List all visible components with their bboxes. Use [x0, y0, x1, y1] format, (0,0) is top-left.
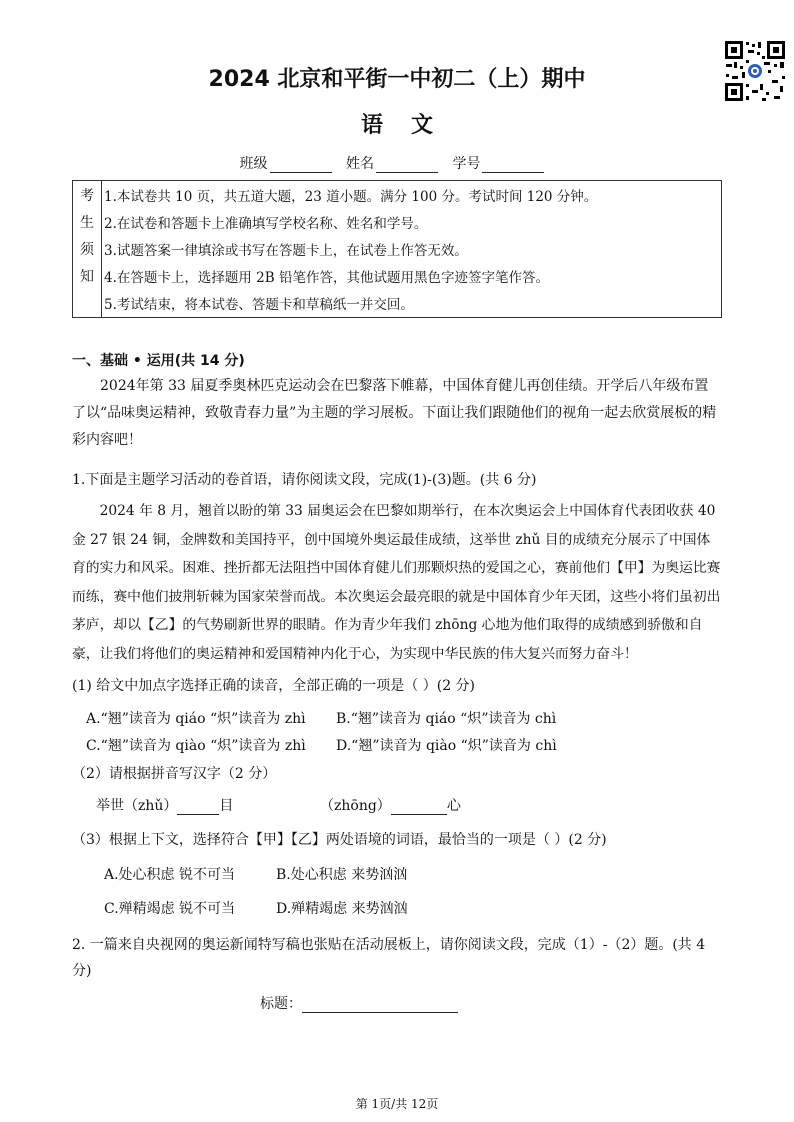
name-field[interactable]: [376, 158, 438, 173]
exam-title: 2024 北京和平街一中初二（上）期中: [208, 67, 586, 92]
option-c[interactable]: C.“翘”读音为 qiào “炽”读音为 zhì: [86, 738, 306, 754]
option-d[interactable]: D.殚精竭虑 来势汹汹: [276, 901, 408, 917]
option-a[interactable]: A.处心积虑 锐不可当: [104, 867, 236, 883]
question-1-3: （3）根据上下文，选择符合【甲】【乙】两处语境的词语，最恰当的一项是（ ）(2 分): [72, 832, 607, 848]
exam-notice-box: [72, 180, 722, 318]
pinyin-b-answer[interactable]: [391, 800, 447, 815]
notice-item: 4.在答题卡上，选择题用 2B 铅笔作答，其他试题用黑色字迹签字笔作答。: [104, 270, 549, 286]
class-field[interactable]: [270, 158, 332, 173]
pinyin-item-b: [320, 795, 461, 815]
option-d[interactable]: D.“翘”读音为 qiào “炽”读音为 chì: [336, 738, 557, 754]
notice-side-label: [73, 181, 102, 317]
option-b[interactable]: B.处心积虑 来势汹汹: [276, 867, 408, 883]
class-label: 班级: [239, 156, 268, 172]
id-field[interactable]: [482, 158, 544, 173]
id-label: 学号: [452, 156, 481, 172]
title-label: 标题：: [260, 996, 302, 1012]
page-footer: 第 1页/共 12页: [355, 1097, 439, 1111]
subject-title: 语文: [360, 113, 461, 138]
question-2: 2. 一篇来自央视网的奥运新闻特写稿也张贴在活动展板上，请你阅读文段，完成（1）-（2）题。(共 4 分): [72, 937, 706, 979]
notice-item: 2.在试卷和答题卡上准确填写学校名称、姓名和学号。: [104, 216, 428, 232]
question-1: 1.下面是主题学习活动的卷首语，请你阅读文段，完成(1)-(3)题。(共 6 分): [72, 472, 537, 488]
passage-text: 2024 年 8 月，翘首以盼的第 33 届奥运会在巴黎如期举行，在本次奥运会上中国体育代表团收获 40 金 27 银 24 铜，金牌数和美国持平，创中国境外奥运最佳成绩，这举世 zhǔ 目的成绩充分展示了中国体育的实力和风采。困难、挫折都无法阻挡中国体育健儿们那颗炽热的爱国之心，赛前他们【甲】为奥运比赛而练，赛中他们披荆斩棘为国家荣誉而战。本次奥运会最亮眼的就是中国体育少年天团，这些小将们虽初出茅庐，却以【乙】的气势刷新世界的眼睛。作为青少年我们 zhōng 心地为他们取得的成绩感到骄傲和自豪，让我们将他们的奥运精神和爱国精神内化于心，为实现中华民族的伟大复兴而努力奋斗！: [72, 503, 721, 662]
pinyin-a-prefix: 举世（zhǔ）: [96, 798, 178, 814]
question-1-1: (1) 给文中加点字选择正确的读音，全部正确的一项是（ ）(2 分): [72, 678, 476, 694]
question-1-2: （2）请根据拼音写汉字（2 分）: [72, 766, 277, 782]
section-intro: 2024年第 33 届夏季奥林匹克运动会在巴黎落下帷幕，中国体育健儿再创佳绩。开学后八年级布置了以“品味奥运精神，致敬青春力量”为主题的学习展板。下面让我们跟随他们的视角一起去欣赏展板的精彩内容吧！: [72, 378, 717, 448]
option-b[interactable]: B.“翘”读音为 qiáo “炽”读音为 chì: [336, 711, 557, 727]
notice-side-char: 考: [80, 188, 94, 204]
notice-item: 1.本试卷共 10 页，共五道大题，23 道小题。满分 100 分。考试时间 120 分钟。: [104, 189, 598, 205]
name-label: 姓名: [346, 156, 374, 172]
notice-side-char: 生: [80, 215, 94, 231]
pinyin-a-suffix: 目: [219, 798, 234, 814]
option-a[interactable]: A.“翘”读音为 qiáo “炽”读音为 zhì: [86, 711, 306, 727]
option-c[interactable]: C.殚精竭虑 锐不可当: [104, 901, 236, 917]
pinyin-b-suffix: 心: [446, 798, 461, 814]
pinyin-a-answer[interactable]: [177, 800, 219, 815]
notice-side-char: 须: [80, 242, 94, 258]
title-field-row: [260, 993, 458, 1013]
title-answer-line[interactable]: [302, 998, 458, 1013]
notice-item: 3.试题答案一律填涂或书写在答题卡上，在试卷上作答无效。: [104, 243, 468, 259]
pinyin-item-a: [96, 795, 233, 815]
notice-side-char: 知: [80, 269, 94, 285]
notice-item: 5.考试结束，将本试卷、答题卡和草稿纸一并交回。: [104, 297, 414, 313]
student-info: [0, 153, 794, 173]
section-heading: 一、基础 • 运用(共 14 分): [72, 353, 245, 369]
pinyin-b-prefix: （zhōng）: [320, 798, 391, 814]
qr-code-icon: [724, 40, 786, 102]
